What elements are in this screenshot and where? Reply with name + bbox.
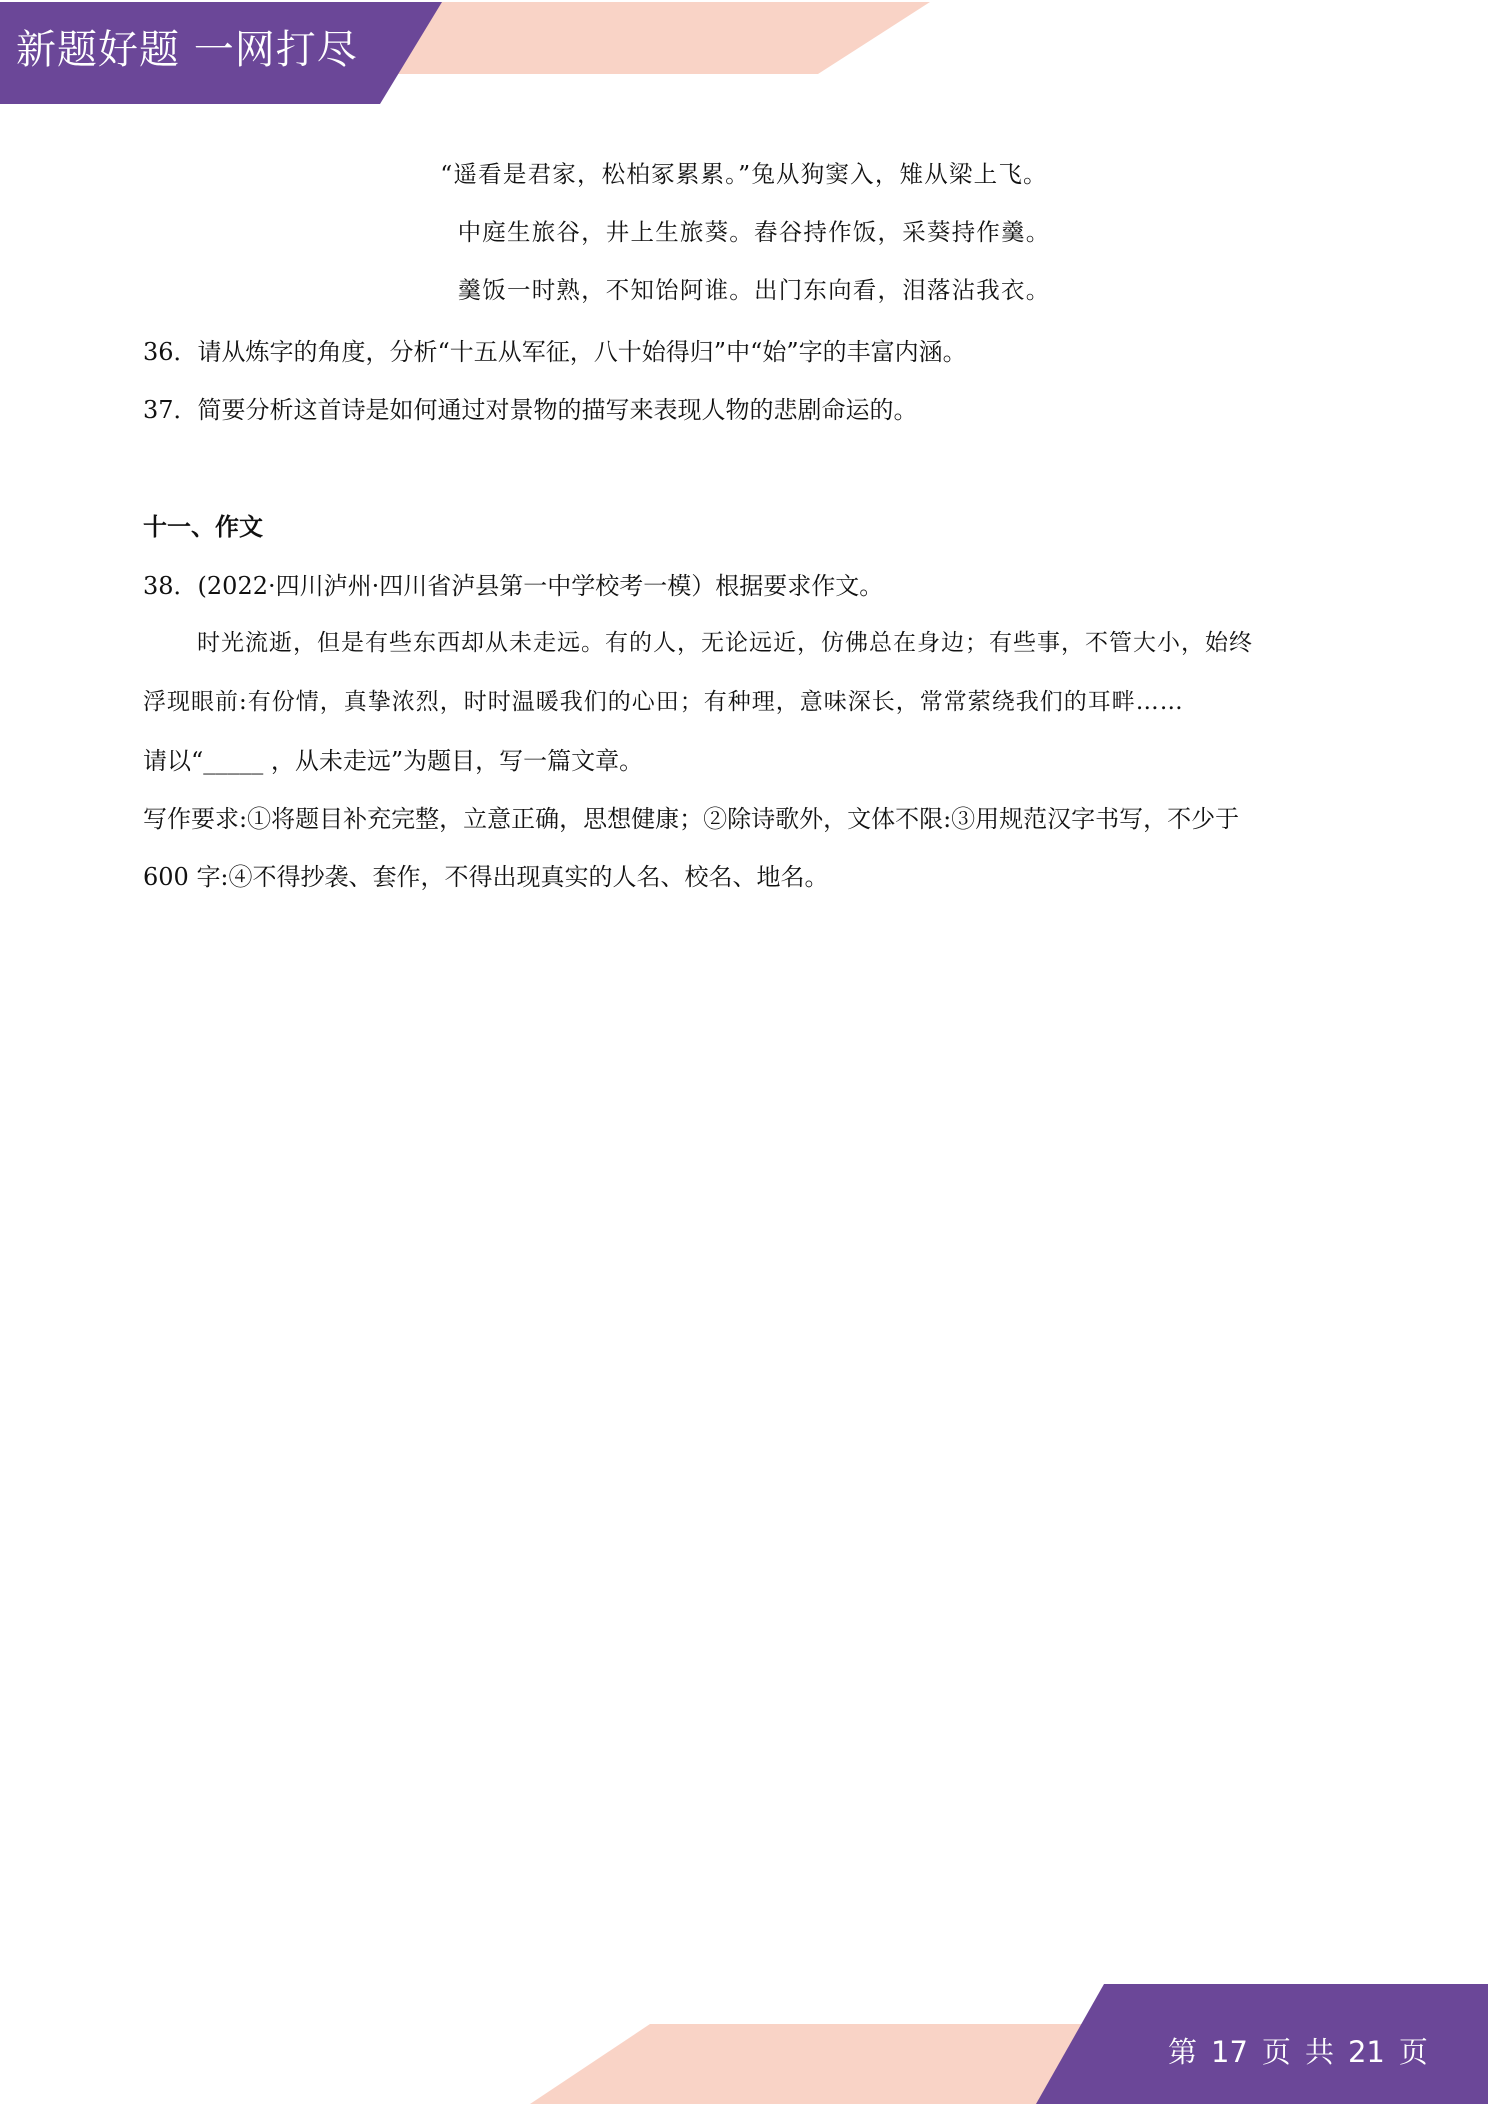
footer-peach-band bbox=[530, 2024, 1110, 2104]
poem-line-3: 羹饭一时熟，不知饴阿谁。出门东向看，泪落沾我衣。 bbox=[457, 276, 1051, 304]
requirements-line-2: 600 字:④不得抄袭、套作，不得出现真实的人名、校名、地名。 bbox=[143, 863, 829, 891]
poem-line-2: 中庭生旅谷，井上生旅葵。舂谷持作饭，采葵持作羹。 bbox=[457, 218, 1051, 246]
title-instruction: 请以“_____ ，从未走远”为题目，写一篇文章。 bbox=[143, 747, 644, 775]
prompt-line-1: 时光流逝，但是有些东西却从未走远。有的人，无论远近，仿佛总在身边；有些事，不管大小，始终 bbox=[197, 630, 1253, 656]
page-number-total-unit: 页 bbox=[1398, 2035, 1428, 2069]
page-number-unit: 页 bbox=[1261, 2035, 1291, 2069]
page-number-current: 17 bbox=[1211, 2035, 1248, 2069]
section-heading: 十一、作文 bbox=[143, 513, 263, 541]
requirements-line-1: 写作要求:①将题目补充完整，立意正确，思想健康；②除诗歌外，文体不限:③用规范汉字书写，不少于 bbox=[143, 805, 1240, 833]
question-37: 37．简要分析这首诗是如何通过对景物的描写来表现人物的悲剧命运的。 bbox=[143, 396, 918, 424]
question-38: 38．(2022·四川泸州·四川省泸县第一中学校考一模）根据要求作文。 bbox=[143, 572, 884, 600]
page-number-total-prefix: 共 bbox=[1304, 2035, 1334, 2069]
page-number-total: 21 bbox=[1347, 2035, 1385, 2069]
prompt-line-2: 浮现眼前:有份情，真挚浓烈，时时温暖我们的心田；有种理，意味深长，常常萦绕我们的耳畔…… bbox=[143, 689, 1184, 715]
header-title: 新题好题 一网打尽 bbox=[16, 27, 358, 73]
page-number-prefix: 第 bbox=[1168, 2035, 1198, 2069]
header-peach-band bbox=[375, 2, 930, 74]
question-36: 36．请从炼字的角度，分析“十五从军征，八十始得归”中“始”字的丰富内涵。 bbox=[143, 338, 967, 366]
page-number bbox=[1168, 2030, 1428, 2071]
poem-line-1: “遥看是君家，松柏冢累累。”兔从狗窦入，雉从梁上飞。 bbox=[440, 160, 1048, 188]
